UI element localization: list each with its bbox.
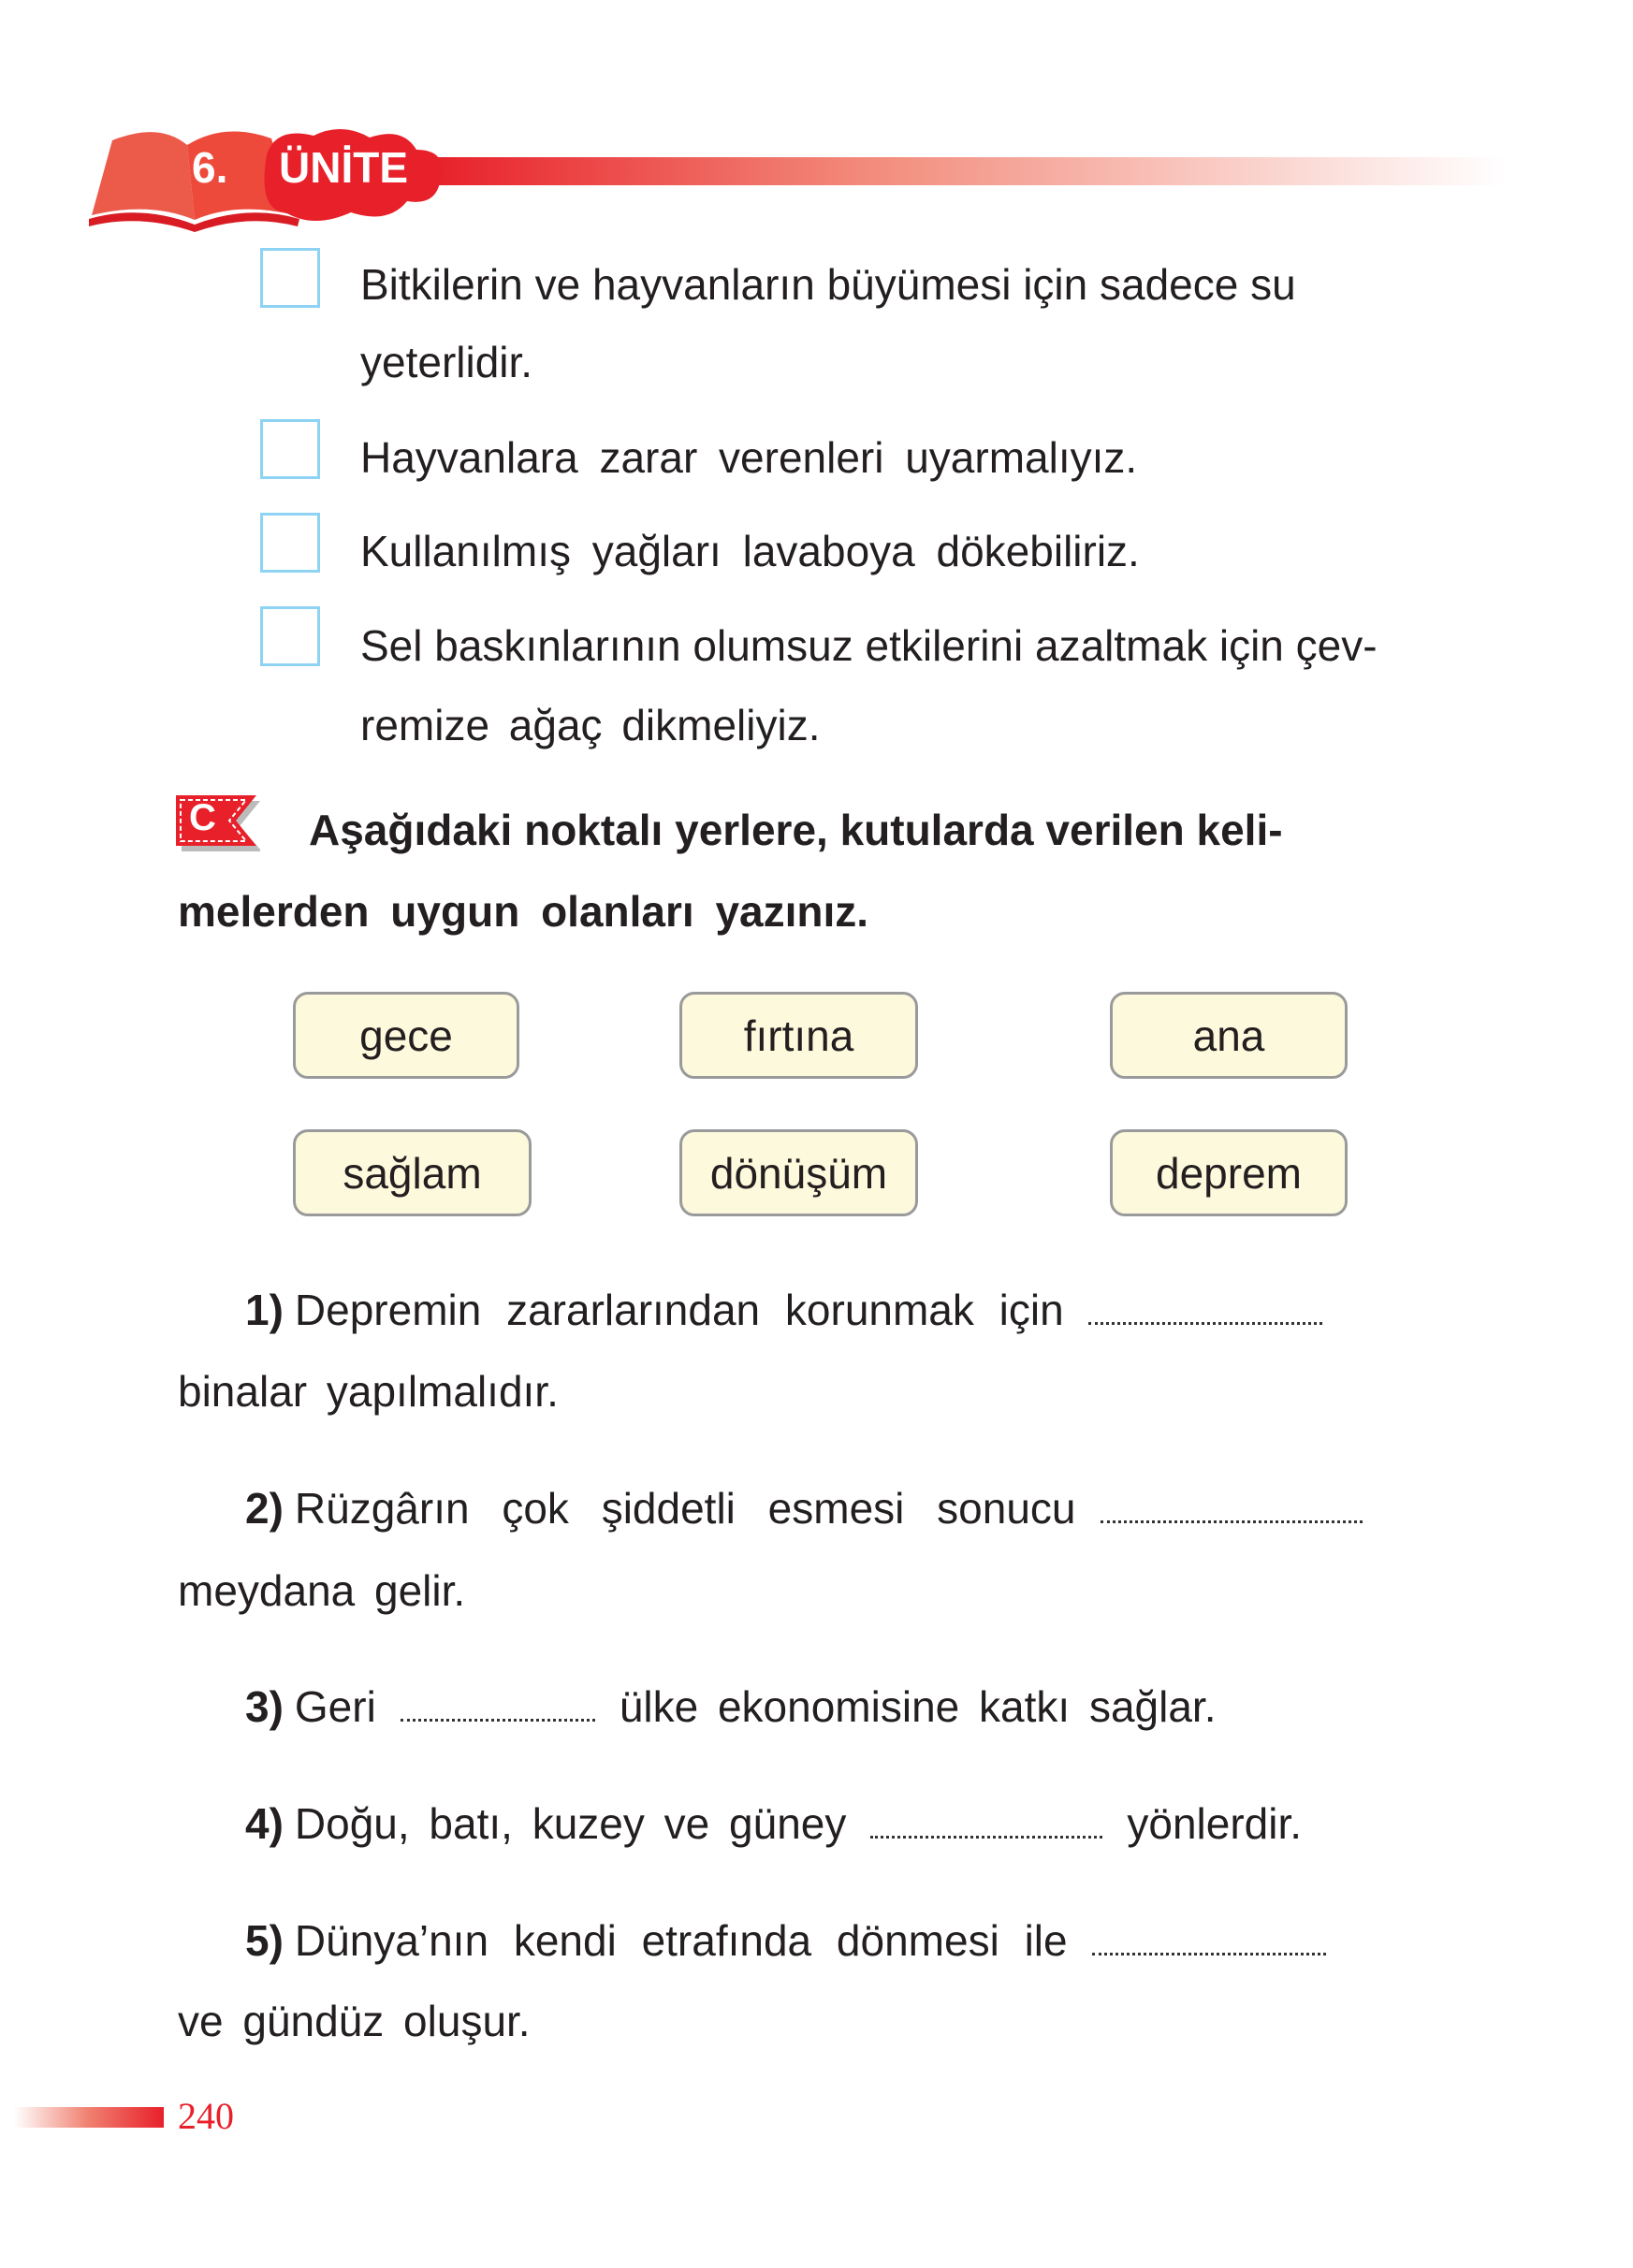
question-text: Depremin zararlarından korunmak için	[294, 1286, 1064, 1334]
word-box-gece: gece	[293, 992, 519, 1079]
question-text: Geri	[294, 1682, 376, 1731]
question-number: 2)	[245, 1484, 284, 1533]
question-text: Dünya’nın kendi etrafında dönmesi ile	[294, 1916, 1068, 1965]
question-1-continuation: binalar yapılmalıdır.	[178, 1367, 559, 1416]
unit-label: ÜNİTE	[279, 143, 408, 192]
word-box-saglam: sağlam	[293, 1129, 532, 1216]
question-2-continuation: meydana gelir.	[178, 1566, 466, 1615]
statement-4-line-2: remize ağaç dikmeliyiz.	[360, 701, 821, 749]
question-number: 1)	[245, 1286, 284, 1334]
section-c-badge	[176, 795, 260, 851]
statement-3: Kullanılmış yağları lavaboya dökebiliriz.	[360, 527, 1140, 575]
answer-blank[interactable]	[1088, 1322, 1322, 1325]
question-text-end: yönlerdir.	[1127, 1799, 1303, 1848]
question-number: 3)	[245, 1682, 284, 1731]
word-box-ana: ana	[1110, 992, 1348, 1079]
answer-blank[interactable]	[1092, 1953, 1326, 1955]
question-number: 5)	[245, 1916, 284, 1965]
statement-1-line-1: Bitkilerin ve hayvanların büyümesi için sadece su	[360, 260, 1296, 309]
question-1	[245, 1282, 1322, 1338]
section-letter: C	[189, 797, 216, 838]
question-text: Rüzgârın çok şiddetli esmesi sonucu	[294, 1484, 1076, 1533]
answer-checkbox-1[interactable]	[260, 248, 320, 308]
answer-blank[interactable]	[870, 1836, 1102, 1839]
answer-checkbox-4[interactable]	[260, 606, 320, 666]
instruction-line-2: melerden uygun olanları yazınız.	[178, 887, 869, 936]
word-box-firtina: fırtına	[679, 992, 918, 1079]
footer-bar	[14, 2107, 164, 2128]
question-5	[245, 1912, 1326, 1969]
question-4	[245, 1796, 1302, 1852]
unit-number: 6.	[192, 143, 228, 192]
answer-checkbox-2[interactable]	[260, 419, 320, 479]
word-box-deprem: deprem	[1110, 1129, 1348, 1216]
question-text-end: ülke ekonomisine katkı sağlar.	[619, 1682, 1217, 1731]
instruction-line-1: Aşağıdaki noktalı yerlere, kutularda verilen keli-	[309, 806, 1283, 854]
page-number: 240	[178, 2095, 234, 2137]
statement-1-line-2: yeterlidir.	[360, 338, 533, 386]
statement-2: Hayvanlara zarar verenleri uyarmalıyız.	[360, 433, 1138, 482]
question-3	[245, 1679, 1216, 1735]
header-gradient-bar	[430, 157, 1507, 185]
question-5-continuation: ve gündüz oluşur.	[178, 1997, 531, 2045]
statement-4-line-1: Sel baskınlarının olumsuz etkilerini azaltmak için çev-	[360, 621, 1378, 670]
question-text: Doğu, batı, kuzey ve güney	[294, 1799, 847, 1848]
question-number: 4)	[245, 1799, 284, 1848]
question-2	[245, 1480, 1363, 1536]
answer-blank[interactable]	[1101, 1520, 1363, 1523]
answer-checkbox-3[interactable]	[260, 513, 320, 573]
unit-header	[84, 122, 1507, 234]
answer-blank[interactable]	[401, 1719, 595, 1722]
word-box-donusum: dönüşüm	[679, 1129, 918, 1216]
